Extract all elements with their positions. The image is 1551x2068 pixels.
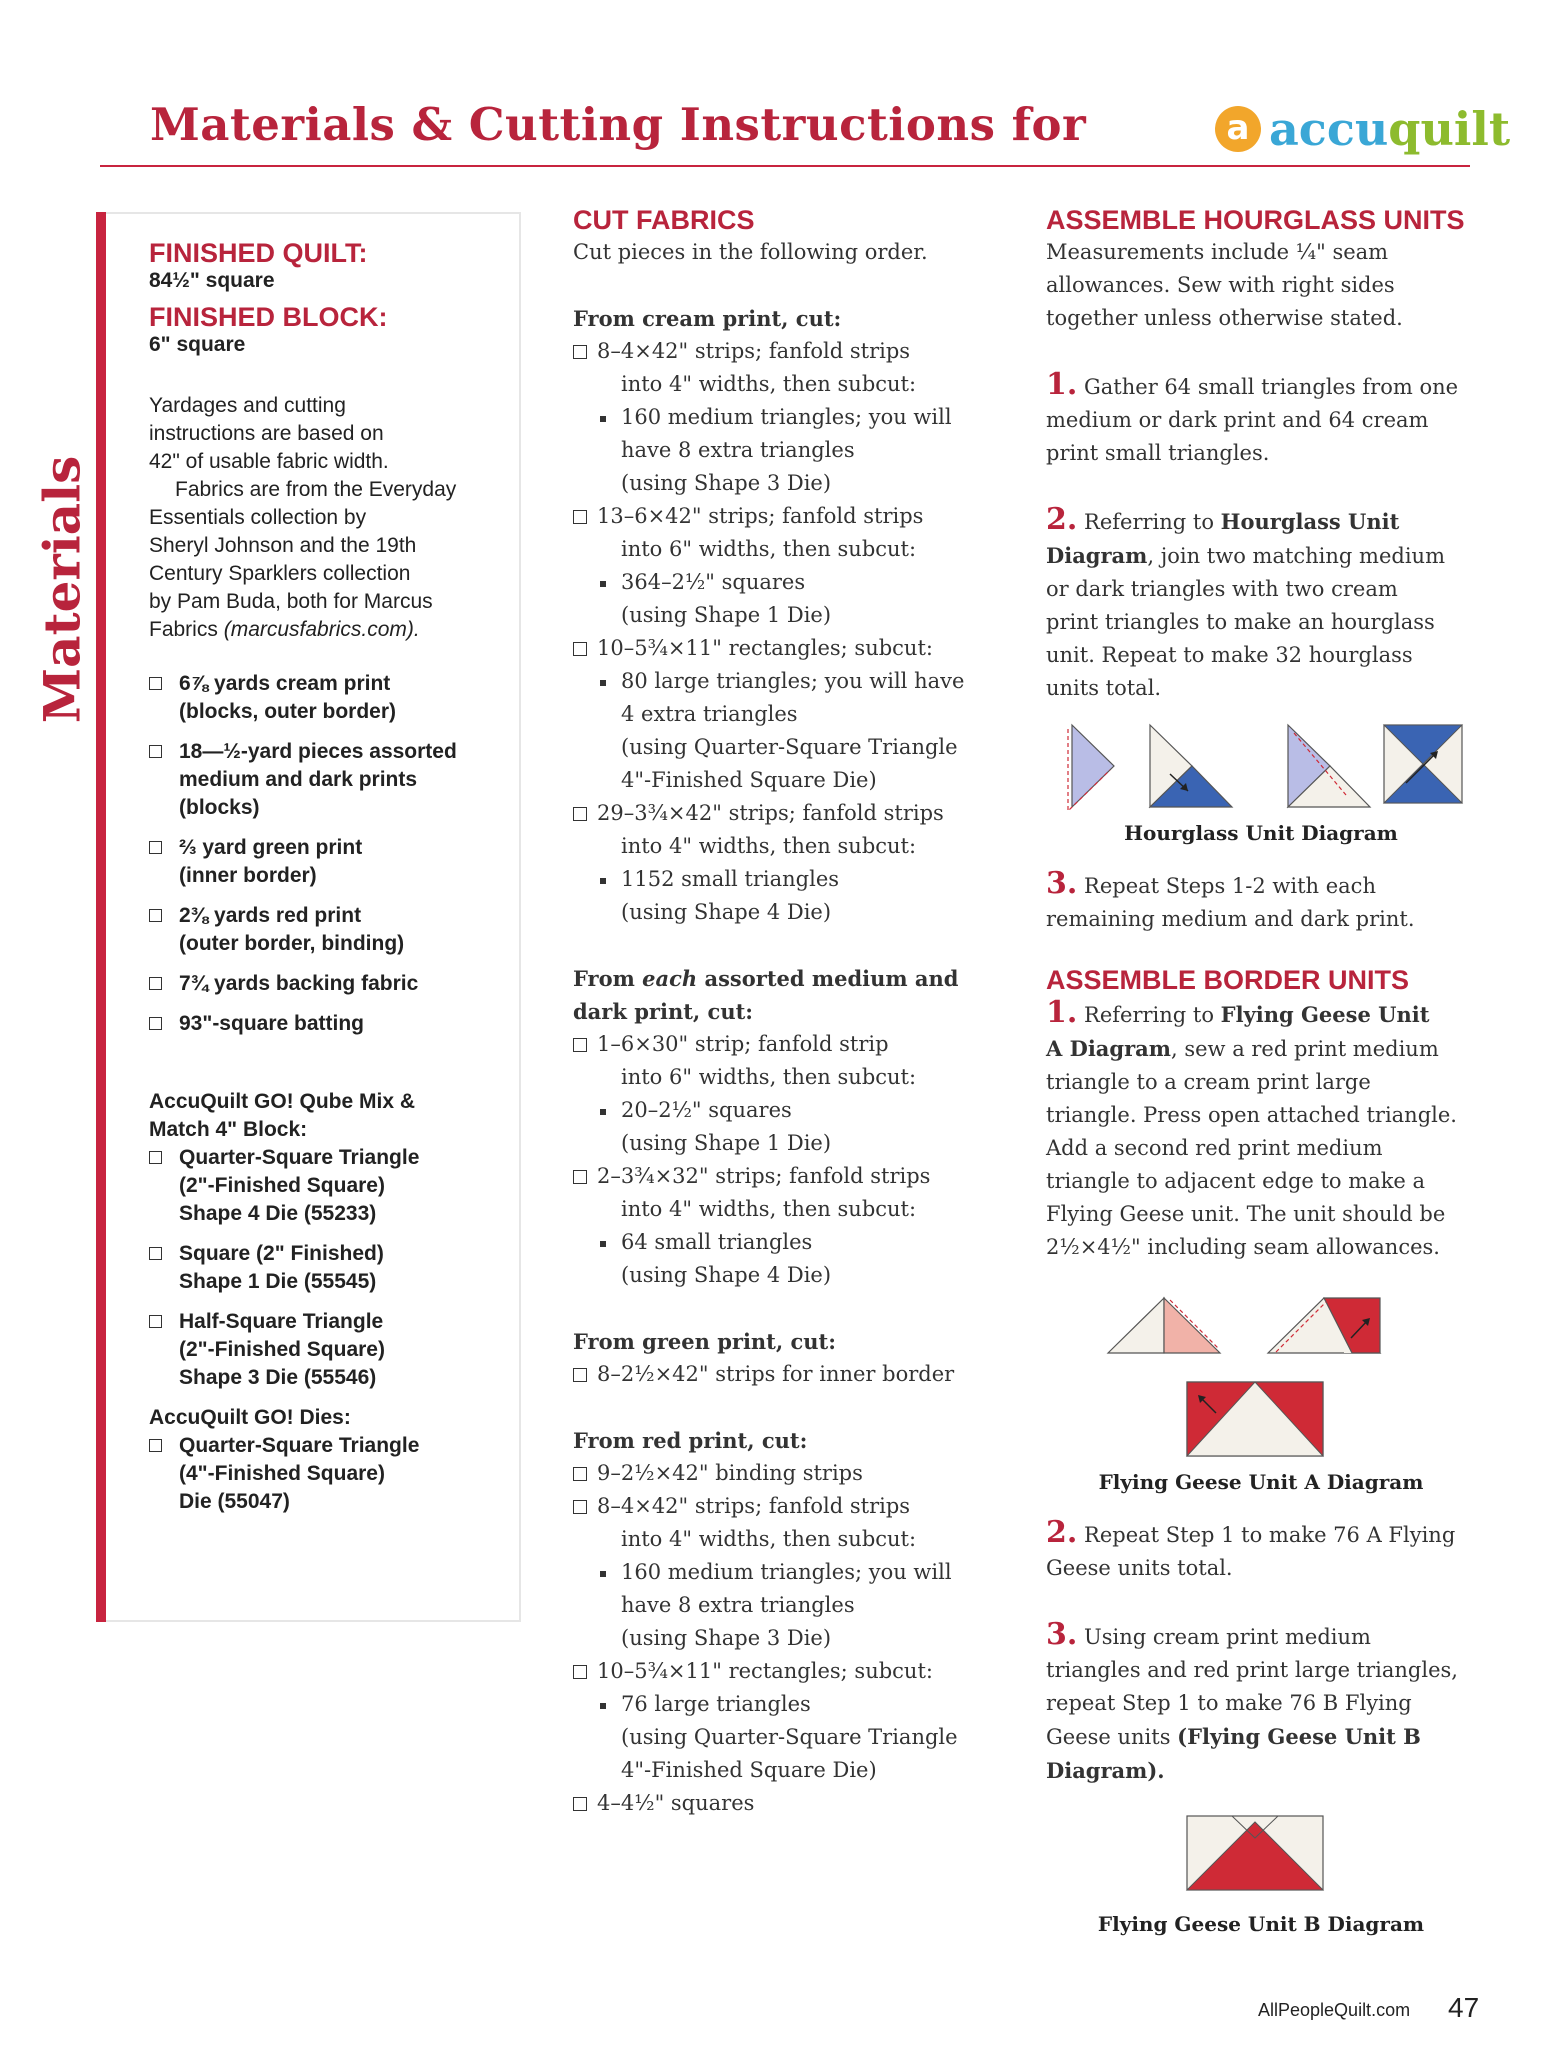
checkbox-icon[interactable]	[573, 1467, 587, 1481]
bullet-icon	[600, 1571, 606, 1577]
step-number: 2.	[1046, 1515, 1078, 1550]
cut-continuation: (using Quarter-Square Triangle	[621, 1725, 958, 1749]
cut-fabrics-column	[573, 204, 993, 1820]
border-step-1: 1. Referring to Flying Geese Unit A Diagram, sew a red print medium triangle to a cream print large triangle. Press open attached triangle. Add a second red print medium triangle to adjacent edge to make a Flying Geese unit. The unit should be 2½×4½" including seam allowances.	[1046, 995, 1457, 1259]
assorted-print-heading-line2: dark print, cut:	[573, 999, 754, 1024]
cut-subitem: 76 large triangles	[573, 1688, 993, 1721]
step-number: 3.	[1046, 1617, 1078, 1652]
fabric-source-link: (marcusfabrics.com).	[223, 618, 420, 641]
cut-fabrics-heading: CUT FABRICS	[573, 205, 755, 235]
materials-list	[149, 238, 509, 1528]
page-header	[100, 92, 1511, 167]
cut-continuation: (using Shape 1 Die)	[621, 603, 832, 627]
checklist-item: 2⅜ yards red print (outer border, binding)	[149, 902, 509, 958]
die-heading-qube: AccuQuilt GO! Qube Mix & Match 4" Block:	[149, 1090, 416, 1141]
checklist-item: 7¾ yards backing fabric	[149, 970, 509, 998]
logo-mark: a	[1215, 106, 1261, 152]
hourglass-intro: Measurements include ¼" seam allowances. Sew with right sides together unless otherwise stated.	[1046, 240, 1403, 330]
cut-continuation: into 6" widths, then subcut:	[621, 1065, 917, 1089]
bullet-icon	[600, 1109, 606, 1115]
assembly-column	[1046, 204, 1486, 1936]
cut-item: 29–3¾×42" strips; fanfold strips	[573, 797, 993, 830]
green-print-heading: From green print, cut:	[573, 1329, 837, 1354]
die-heading-go: AccuQuilt GO! Dies:	[149, 1406, 351, 1429]
cut-item: 1–6×30" strip; fanfold strip	[573, 1028, 993, 1061]
red-print-list	[573, 1457, 993, 1820]
hourglass-heading: ASSEMBLE HOURGLASS UNITS	[1046, 205, 1465, 235]
geese-b-finished-unit	[1187, 1816, 1323, 1890]
cream-print-heading: From cream print, cut:	[573, 306, 842, 331]
cut-item: 4–4½" squares	[573, 1787, 993, 1820]
cut-continuation: into 4" widths, then subcut:	[621, 372, 917, 396]
cut-item: 10–5¾×11" rectangles; subcut:	[573, 1655, 993, 1688]
border-step-2: 2. Repeat Step 1 to make 76 A Flying Geese units total.	[1046, 1515, 1456, 1580]
geese-a-diagram-caption: Flying Geese Unit A Diagram	[1098, 1470, 1424, 1494]
hourglass-step-c-shape	[1288, 725, 1370, 807]
cut-continuation: 4 extra triangles	[621, 702, 798, 726]
cut-continuation: (using Shape 3 Die)	[621, 471, 832, 495]
cut-subitem: 160 medium triangles; you will	[573, 401, 993, 434]
checkbox-icon[interactable]	[573, 1797, 587, 1811]
materials-accent-bar	[96, 212, 106, 1622]
cut-item: 10–5¾×11" rectangles; subcut:	[573, 632, 993, 665]
flying-geese-a-diagram	[1046, 1278, 1486, 1468]
geese-a-step-2	[1268, 1298, 1380, 1353]
cut-continuation: (using Shape 1 Die)	[621, 1131, 832, 1155]
checkbox-icon[interactable]	[149, 977, 162, 990]
bullet-icon	[600, 1703, 606, 1709]
assorted-print-heading: From each assorted medium and	[573, 966, 959, 991]
cut-continuation: into 6" widths, then subcut:	[621, 537, 917, 561]
page-number: 47	[1448, 1992, 1480, 2023]
checkbox-icon[interactable]	[149, 1439, 162, 1452]
logo-wordmark: accuquilt	[1269, 102, 1511, 156]
border-units-heading: ASSEMBLE BORDER UNITS	[1046, 965, 1410, 995]
geese-b-diagram-caption: Flying Geese Unit B Diagram	[1097, 1912, 1425, 1936]
hourglass-step-3: 3. Repeat Steps 1-2 with each remaining medium and dark print.	[1046, 866, 1415, 931]
assorted-print-list	[573, 1028, 993, 1292]
hourglass-finished-unit	[1384, 725, 1462, 803]
checkbox-icon[interactable]	[573, 1500, 587, 1514]
bullet-icon	[600, 1241, 606, 1247]
step-number: 2.	[1046, 502, 1078, 537]
border-step-3: 3. Using cream print medium triangles and red print large triangles, repeat Step 1 to make 76 B Flying Geese units (Flying Geese Unit B Diagram).	[1046, 1617, 1458, 1783]
hourglass-diagram-caption: Hourglass Unit Diagram	[1124, 821, 1398, 845]
cut-continuation: into 4" widths, then subcut:	[621, 834, 917, 858]
finished-block-value: 6" square	[149, 333, 246, 356]
cut-continuation: into 4" widths, then subcut:	[621, 1197, 917, 1221]
hourglass-step-b-shape	[1150, 725, 1232, 807]
cut-continuation: have 8 extra triangles	[621, 438, 855, 462]
checkbox-icon[interactable]	[149, 677, 162, 690]
hourglass-step-1: 1. Gather 64 small triangles from one medium or dark print and 64 cream print small triangles.	[1046, 367, 1459, 465]
accuquilt-logo	[1215, 100, 1510, 158]
finished-block-label: FINISHED BLOCK:	[149, 302, 388, 332]
step-number: 1.	[1046, 367, 1078, 402]
footer-site: AllPeopleQuilt.com	[1258, 2000, 1411, 2020]
cut-continuation: 4"-Finished Square Die)	[621, 1758, 877, 1782]
checklist-item: Square (2" Finished) Shape 1 Die (55545)	[149, 1240, 509, 1296]
checklist-item: Quarter-Square Triangle (4"-Finished Square) Die (55047)	[149, 1432, 509, 1516]
checkbox-icon[interactable]	[573, 1038, 587, 1052]
cut-continuation: (using Shape 4 Die)	[621, 900, 832, 924]
red-print-heading: From red print, cut:	[573, 1428, 808, 1453]
bullet-icon	[600, 581, 606, 587]
checkbox-icon[interactable]	[573, 807, 587, 821]
cut-continuation: into 4" widths, then subcut:	[621, 1527, 917, 1551]
bullet-icon	[600, 878, 606, 884]
hourglass-unit-diagram	[1046, 719, 1486, 819]
cut-continuation: have 8 extra triangles	[621, 1593, 855, 1617]
step-number: 3.	[1046, 866, 1078, 901]
cut-continuation: (using Shape 3 Die)	[621, 1626, 832, 1650]
cut-subitem: 160 medium triangles; you will	[573, 1556, 993, 1589]
cut-subitem: 1152 small triangles	[573, 863, 993, 896]
checkbox-icon[interactable]	[149, 1315, 162, 1328]
bullet-icon	[600, 416, 606, 422]
page-title: Materials & Cutting Instructions for	[150, 98, 1087, 151]
geese-a-finished-unit	[1187, 1382, 1323, 1456]
checkbox-icon[interactable]	[149, 841, 162, 854]
cut-continuation: (using Quarter-Square Triangle	[621, 735, 958, 759]
cut-item: 9–2½×42" binding strips	[573, 1457, 993, 1490]
cut-item: 8–4×42" strips; fanfold strips	[573, 335, 993, 368]
finished-quilt-value: 84½" square	[149, 269, 275, 292]
die-list-qube	[149, 1144, 509, 1392]
flying-geese-b-diagram	[1046, 1810, 1486, 1902]
cut-item: 2–3¾×32" strips; fanfold strips	[573, 1160, 993, 1193]
checklist-item: ⅔ yard green print (inner border)	[149, 834, 509, 890]
checklist-item: Half-Square Triangle (2"-Finished Square) Shape 3 Die (55546)	[149, 1308, 509, 1392]
checkbox-icon[interactable]	[149, 745, 162, 758]
checkbox-icon[interactable]	[573, 345, 587, 359]
checkbox-icon[interactable]	[573, 510, 587, 524]
checklist-item: 6⅞ yards cream print (blocks, outer border)	[149, 670, 509, 726]
checkbox-icon[interactable]	[573, 1665, 587, 1679]
step-number: 1.	[1046, 995, 1078, 1030]
checkbox-icon[interactable]	[573, 1170, 587, 1184]
cut-continuation: 4"-Finished Square Die)	[621, 768, 877, 792]
hourglass-step-2: 2. Referring to Hourglass Unit Diagram, join two matching medium or dark triangles with two cream print triangles to make an hourglass unit. Repeat to make 32 hourglass units total.	[1046, 502, 1445, 700]
cut-subitem: 364–2½" squares	[573, 566, 993, 599]
checklist-item: Quarter-Square Triangle (2"-Finished Square) Shape 4 Die (55233)	[149, 1144, 509, 1228]
checkbox-icon[interactable]	[149, 1017, 162, 1030]
checkbox-icon[interactable]	[573, 642, 587, 656]
cut-item: 8–4×42" strips; fanfold strips	[573, 1490, 993, 1523]
hourglass-step-a-shape	[1068, 725, 1114, 811]
cut-item: 8–2½×42" strips for inner border	[573, 1358, 993, 1391]
cut-continuation: (using Shape 4 Die)	[621, 1263, 832, 1287]
cut-subitem: 64 small triangles	[573, 1226, 993, 1259]
bullet-icon	[600, 680, 606, 686]
checklist-item: 93"-square batting	[149, 1010, 509, 1038]
checkbox-icon[interactable]	[573, 1368, 587, 1382]
materials-description: Yardages and cutting instructions are based on 42" of usable fabric width. Fabrics are from the Everyday Essentials collection by Sheryl Johnson and the 19th Century Sparklers collection by Pam Buda, both for Marcus Fabrics (marcusfabrics.com).	[149, 394, 457, 641]
cream-print-list	[573, 335, 993, 929]
die-list-go	[149, 1432, 509, 1516]
checkbox-icon[interactable]	[149, 909, 162, 922]
checklist-item: 18—½-yard pieces assorted medium and dark prints (blocks)	[149, 738, 509, 822]
green-print-list	[573, 1358, 993, 1391]
materials-checklist	[149, 670, 509, 1038]
geese-a-step-1	[1108, 1298, 1220, 1353]
cut-fabrics-intro: Cut pieces in the following order.	[573, 240, 928, 264]
cut-subitem: 20–2½" squares	[573, 1094, 993, 1127]
cut-item: 13–6×42" strips; fanfold strips	[573, 500, 993, 533]
checkbox-icon[interactable]	[149, 1247, 162, 1260]
finished-quilt-label: FINISHED QUILT:	[149, 238, 368, 268]
cut-subitem: 80 large triangles; you will have	[573, 665, 993, 698]
checkbox-icon[interactable]	[149, 1151, 162, 1164]
materials-vertical-label: Materials	[32, 455, 92, 724]
